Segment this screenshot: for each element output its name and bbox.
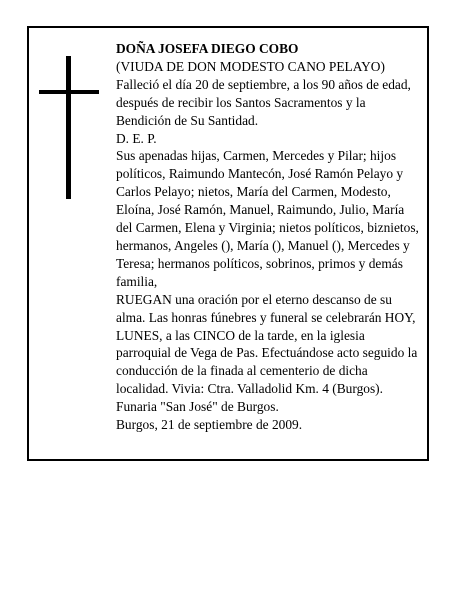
obituary-text [116,40,422,434]
widow-of-line: (VIUDA DE DON MODESTO CANO PELAYO) [116,58,385,74]
cross-icon [39,56,99,199]
funeral-request: RUEGAN una oración por el eterno descanso de su alma. Las honras fúnebres y funeral se celebrarán HOY, LUNES, a las CINCO de la tarde, en la iglesia parroquial de Vega de Pas. Efectuándose acto seguido la conducción de la finada al cementerio de dicha localidad. Vivia: Ctra. Valladolid Km. 4 (Burgos). Funaria "San José" de Burgos. [116,291,418,415]
place-date: Burgos, 21 de septiembre de 2009. [116,417,303,433]
dep-line: D. E. P. [116,130,157,146]
cross-vertical-bar [66,56,71,199]
death-info: Falleció el día 20 de septiembre, a los 90 años de edad, después de recibir los Santos Sacramentos y la Bendición de Su Santidad. [116,76,411,128]
family-list: Sus apenadas hijas, Carmen, Mercedes y Pilar; hijos políticos, Raimundo Mantecón, José Ramón Pelayo y Carlos Pelayo; nietos, María del Carmen, Modesto, Eloína, José Ramón, Manuel, Raimundo, Julio, María del Carmen, Elena y Virginia; nietos políticos, biznietos, hermanos, Angeles (), María (), Manuel (), Mercedes y Teresa; hermanos políticos, sobrinos, primos y demás familia, [116,148,419,289]
cross-horizontal-bar [39,90,99,94]
obituary-notice [27,26,429,461]
deceased-name: DOÑA JOSEFA DIEGO COBO [116,41,299,56]
